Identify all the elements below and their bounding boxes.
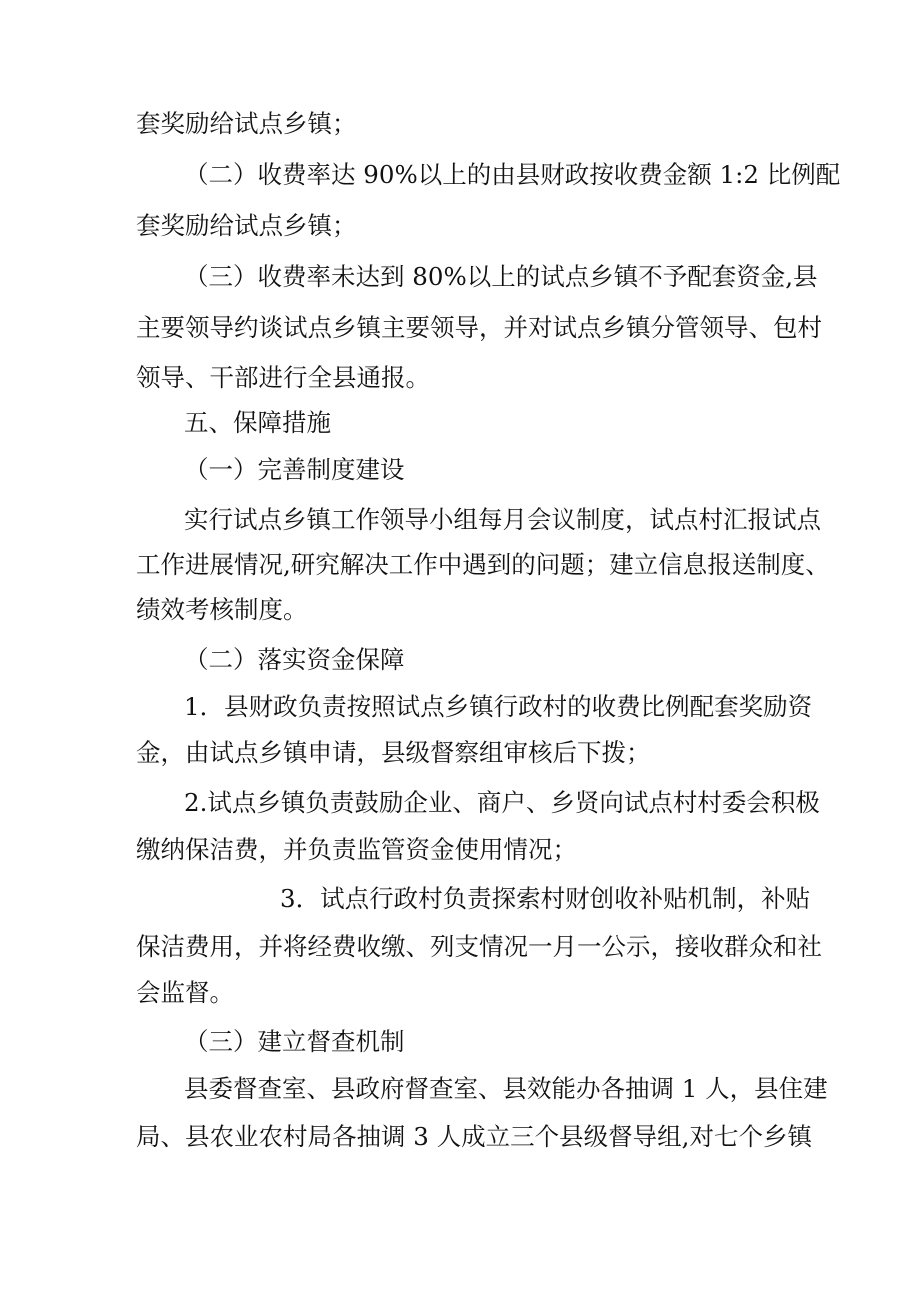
text-line: 保洁费用，并将经费收缴、列支情况一月一公示，接收群众和社 (136, 932, 822, 961)
text-line: 局、县农业农村局各抽调 3 人成立三个县级督导组,对七个乡镇 (136, 1122, 812, 1151)
text-line: 绩效考核制度。 (136, 595, 308, 624)
text-line: 主要领导约谈试点乡镇主要领导，并对试点乡镇分管领导、包村 (136, 313, 822, 342)
text-line: 2.试点乡镇负责鼓励企业、商户、乡贤向试点村村委会积极 (184, 788, 820, 817)
subsection-heading: （三）建立督查机制 (184, 1027, 405, 1056)
text-line: 会监督。 (136, 978, 234, 1007)
text-line: 领导、干部进行全县通报。 (136, 363, 430, 392)
text-line: 工作进展情况,研究解决工作中遇到的问题；建立信息报送制度、 (136, 550, 830, 579)
text-line: 缴纳保洁费，并负责监管资金使用情况； (136, 835, 577, 864)
text-line: （二）收费率达 90%以上的由县财政按收费金额 1:2 比例配 (184, 160, 841, 189)
section-heading: 五、保障措施 (184, 408, 331, 437)
subsection-heading: （一）完善制度建设 (184, 455, 405, 484)
text-line: 金，由试点乡镇申请，县级督察组审核后下拨； (136, 738, 651, 767)
subsection-heading: （二）落实资金保障 (184, 645, 405, 674)
text-line: 套奖励给试点乡镇； (136, 211, 357, 240)
text-line: 县委督查室、县政府督查室、县效能办各抽调 1 人，县住建 (184, 1074, 828, 1103)
text-line: 实行试点乡镇工作领导小组每月会议制度，试点村汇报试点 (184, 505, 821, 534)
text-line: （三）收费率未达到 80%以上的试点乡镇不予配套资金,县 (184, 262, 818, 291)
text-line: 3．试点行政村负责探索村财创收补贴机制，补贴 (280, 884, 811, 913)
text-line: 套奖励给试点乡镇； (136, 109, 357, 138)
text-line: 1．县财政负责按照试点乡镇行政村的收费比例配套奖励资 (184, 692, 813, 721)
